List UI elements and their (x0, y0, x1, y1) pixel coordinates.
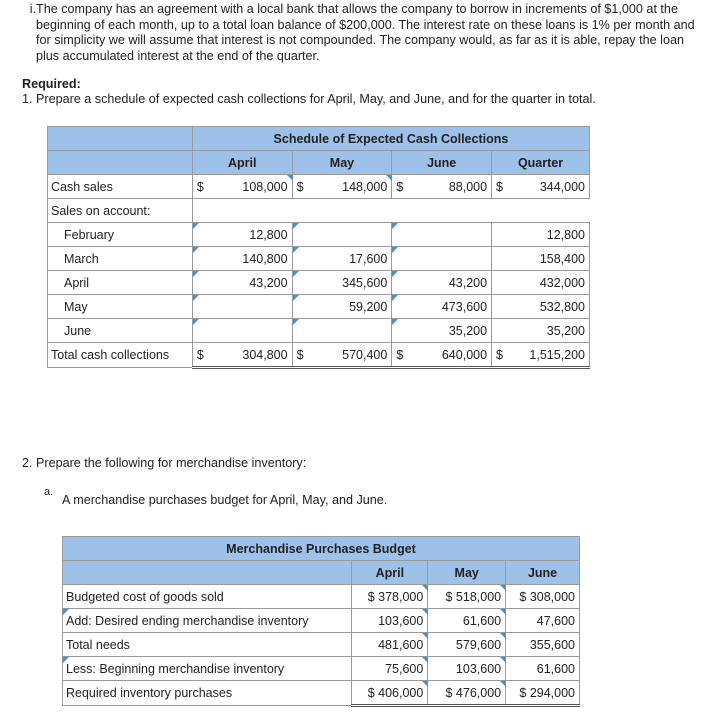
required-label: Required: (22, 77, 81, 91)
june-quarter: 35,200 (492, 319, 590, 343)
row-label[interactable]: Add: Desired ending merchandise inventory (63, 609, 352, 633)
february-april[interactable]: 12,800 (192, 223, 292, 247)
cogs-april[interactable]: $ 378,000 (352, 585, 428, 609)
april-june[interactable]: 43,200 (392, 271, 492, 295)
dollar-sign: $ (292, 343, 318, 368)
col-may: May (292, 151, 392, 175)
table-row (63, 585, 580, 609)
may-june[interactable]: 473,600 (392, 295, 492, 319)
header-blank (48, 151, 193, 175)
header-blank (63, 561, 352, 585)
requirement-2a-marker: a. (44, 486, 54, 498)
row-label: Budgeted cost of goods sold (63, 585, 352, 609)
row-label: February (48, 223, 193, 247)
table-row (48, 199, 590, 223)
may-quarter: 532,800 (492, 295, 590, 319)
ending-inv-may[interactable]: 61,600 (428, 609, 506, 633)
march-quarter: 158,400 (492, 247, 590, 271)
june-april[interactable] (192, 319, 292, 343)
cash-sales-june[interactable]: 88,000 (418, 175, 492, 199)
table-row (63, 633, 580, 657)
required-purchases-april[interactable]: $ 406,000 (352, 681, 428, 706)
february-quarter: 12,800 (492, 223, 590, 247)
april-quarter: 432,000 (492, 271, 590, 295)
table-row (48, 247, 590, 271)
dollar-sign: $ (392, 343, 418, 368)
table-row (48, 295, 590, 319)
requirement-1: 1. Prepare a schedule of expected cash collections for April, May, and June, and for the quarter in total. (22, 92, 596, 106)
april-april[interactable]: 43,200 (192, 271, 292, 295)
dollar-sign: $ (492, 343, 518, 368)
intro-paragraph (22, 2, 702, 64)
total-needs-may[interactable]: 579,600 (428, 633, 506, 657)
march-june[interactable] (392, 247, 492, 271)
total-needs-april[interactable]: 481,600 (352, 633, 428, 657)
ending-inv-april[interactable]: 103,600 (352, 609, 428, 633)
beginning-inv-april[interactable]: 75,600 (352, 657, 428, 681)
row-label[interactable]: Less: Beginning merchandise inventory (63, 657, 352, 681)
total-needs-june[interactable]: 355,600 (506, 633, 580, 657)
cash-sales-april[interactable]: 108,000 (218, 175, 292, 199)
row-label: March (48, 247, 193, 271)
dollar-sign: $ (292, 175, 318, 199)
row-label: Total cash collections (48, 343, 193, 368)
row-label: April (48, 271, 193, 295)
table-row (48, 223, 590, 247)
intro-marker: i. (29, 2, 36, 16)
total-may[interactable]: 570,400 (318, 343, 392, 368)
february-may[interactable] (292, 223, 392, 247)
empty-cells (192, 199, 589, 223)
ending-inv-june[interactable]: 47,600 (506, 609, 580, 633)
col-quarter: Quarter (492, 151, 590, 175)
march-april[interactable]: 140,800 (192, 247, 292, 271)
col-june: June (506, 561, 580, 585)
cogs-may[interactable]: $ 518,000 (428, 585, 506, 609)
purchases-budget-table (62, 536, 580, 707)
cash-collections-table (47, 126, 590, 369)
total-june[interactable]: 640,000 (418, 343, 492, 368)
dollar-sign: $ (192, 175, 218, 199)
row-label: Sales on account: (48, 199, 193, 223)
row-label: Required inventory purchases (63, 681, 352, 706)
corner-cell (48, 127, 193, 151)
cash-sales-quarter: 344,000 (517, 175, 589, 199)
required-purchases-may[interactable]: $ 476,000 (428, 681, 506, 706)
beginning-inv-may[interactable]: 103,600 (428, 657, 506, 681)
june-june[interactable]: 35,200 (392, 319, 492, 343)
total-quarter: 1,515,200 (517, 343, 589, 368)
total-april[interactable]: 304,800 (218, 343, 292, 368)
intro-text: The company has an agreement with a local bank that allows the company to borrow in increments of $1,000 at the beginning of each month, up to a total loan balance of $200,000. The interest rate on these loans is 1% per month and for simplicity we will assume that interest is not compounded. The company would, as far as it is able, repay the loan plus accumulated interest at the end of the quarter. (36, 2, 695, 63)
row-label: Total needs (63, 633, 352, 657)
dollar-sign: $ (492, 175, 518, 199)
cash-sales-may[interactable]: 148,000 (318, 175, 392, 199)
march-may[interactable]: 17,600 (292, 247, 392, 271)
col-april: April (192, 151, 292, 175)
col-june: June (392, 151, 492, 175)
table-row (63, 657, 580, 681)
col-may: May (428, 561, 506, 585)
may-may[interactable]: 59,200 (292, 295, 392, 319)
row-label: Cash sales (48, 175, 193, 199)
dollar-sign: $ (392, 175, 418, 199)
beginning-inv-june[interactable]: 61,600 (506, 657, 580, 681)
table-row (48, 343, 590, 368)
requirement-2: 2. Prepare the following for merchandise inventory: (22, 456, 307, 470)
may-april[interactable] (192, 295, 292, 319)
table-row (63, 681, 580, 706)
table-row (48, 319, 590, 343)
dollar-sign: $ (192, 343, 218, 368)
requirement-2a-text: A merchandise purchases budget for April, May, and June. (62, 493, 388, 507)
purchases-title: Merchandise Purchases Budget (63, 537, 580, 561)
table-row (63, 609, 580, 633)
required-purchases-june[interactable]: $ 294,000 (506, 681, 580, 706)
april-may[interactable]: 345,600 (292, 271, 392, 295)
row-label: May (48, 295, 193, 319)
february-june[interactable] (392, 223, 492, 247)
cogs-june[interactable]: $ 308,000 (506, 585, 580, 609)
row-label: June (48, 319, 193, 343)
june-may[interactable] (292, 319, 392, 343)
collections-title: Schedule of Expected Cash Collections (192, 127, 589, 151)
table-row (48, 175, 590, 199)
table-row (48, 271, 590, 295)
col-april: April (352, 561, 428, 585)
